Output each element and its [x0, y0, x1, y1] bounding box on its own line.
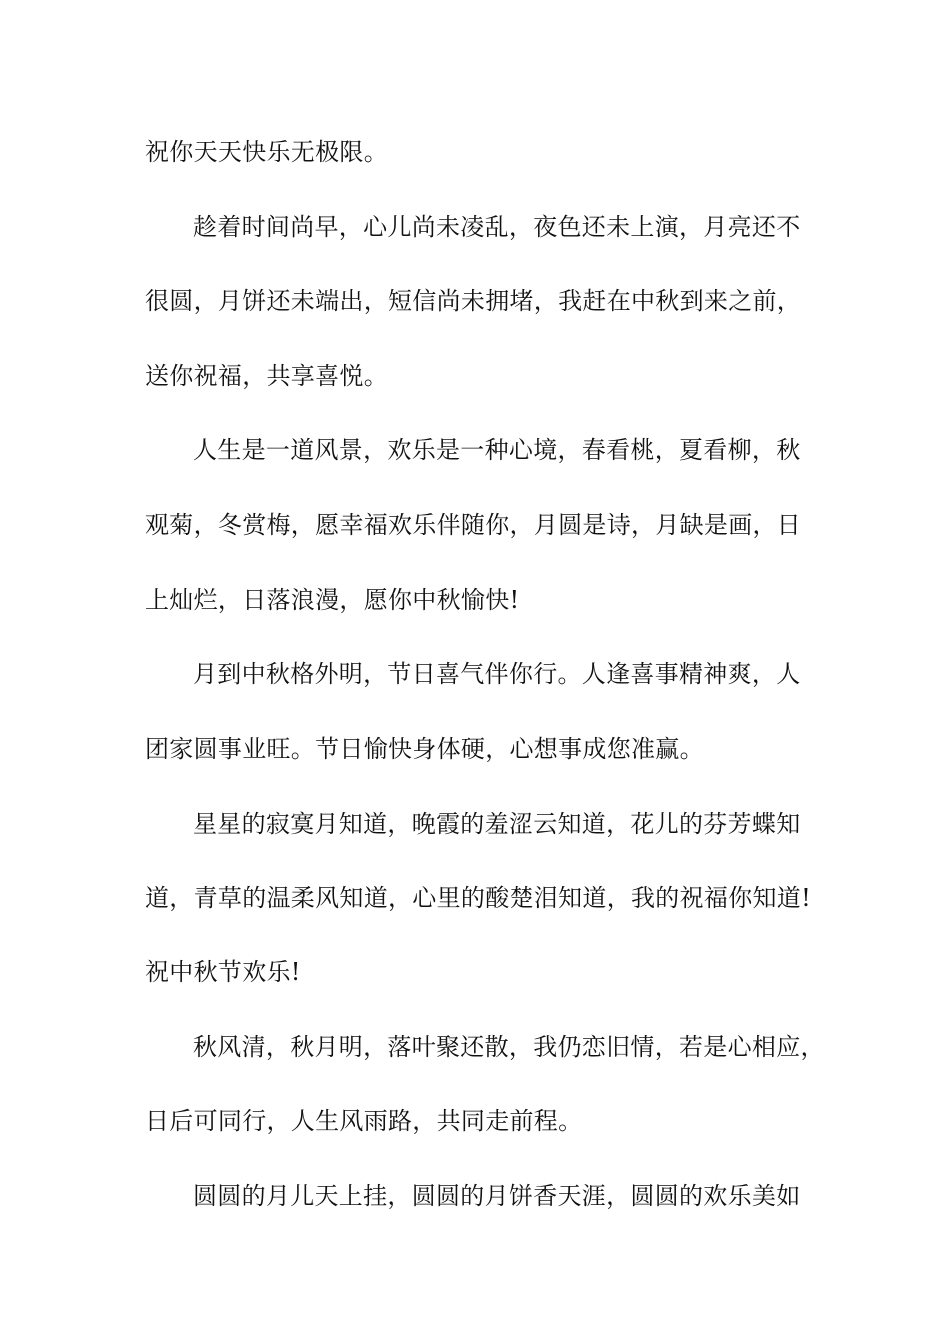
- text-line: 道，青草的温柔风知道，心里的酸楚泪知道，我的祝福你知道!: [145, 884, 812, 912]
- paragraph-first-line: 人生是一道风景，欢乐是一种心境，春看桃，夏看柳，秋: [193, 436, 801, 464]
- text-line: 上灿烂，日落浪漫，愿你中秋愉快!: [145, 586, 520, 614]
- text-line: 祝你天天快乐无极限。: [145, 138, 388, 166]
- text-line: 日后可同行，人生风雨路，共同走前程。: [145, 1107, 583, 1135]
- text-line: 送你祝福，共享喜悦。: [145, 362, 388, 390]
- paragraph-first-line: 圆圆的月儿天上挂，圆圆的月饼香天涯，圆圆的欢乐美如: [193, 1182, 801, 1210]
- paragraph-first-line: 趁着时间尚早，心儿尚未凌乱，夜色还未上演，月亮还不: [193, 213, 801, 241]
- text-line: 团家圆事业旺。节日愉快身体硬，心想事成您准赢。: [145, 735, 704, 763]
- paragraph-first-line: 秋风清，秋月明，落叶聚还散，我仍恋旧情，若是心相应，: [193, 1033, 825, 1061]
- paragraph-first-line: 月到中秋格外明，节日喜气伴你行。人逢喜事精神爽，人: [193, 660, 801, 688]
- text-line: 祝中秋节欢乐!: [145, 958, 301, 986]
- paragraph-first-line: 星星的寂寞月知道，晚霞的羞涩云知道，花儿的芬芳蝶知: [193, 810, 801, 838]
- text-line: 很圆，月饼还未端出，短信尚未拥堵，我赶在中秋到来之前，: [145, 287, 802, 315]
- text-line: 观菊，冬赏梅，愿幸福欢乐伴随你，月圆是诗，月缺是画，日: [145, 511, 802, 539]
